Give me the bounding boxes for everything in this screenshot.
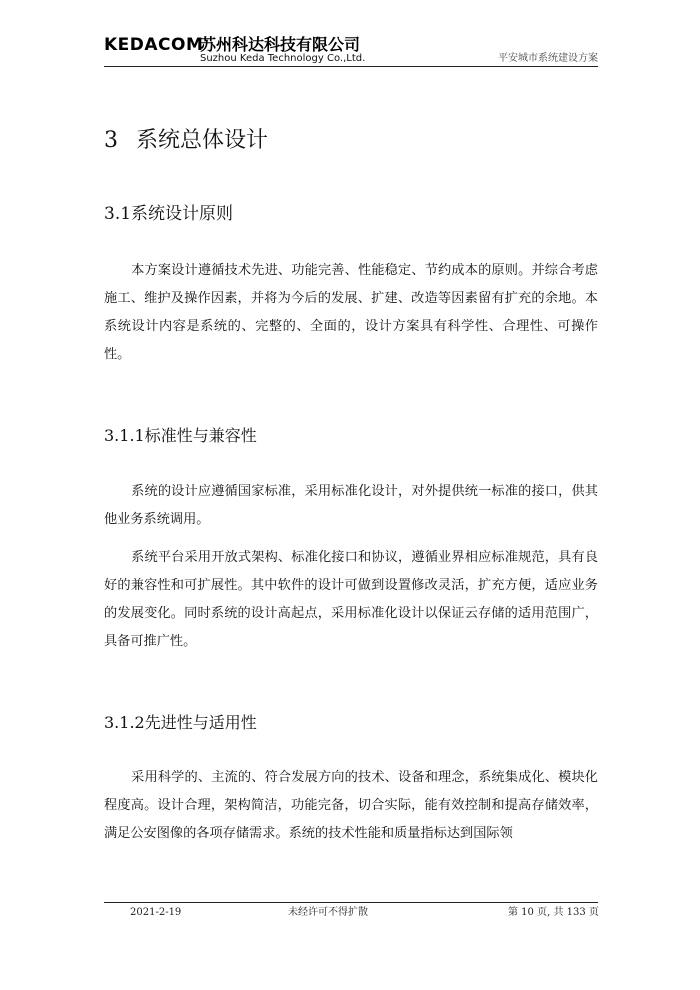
paragraph: 本方案设计遵循技术先进、功能完善、性能稳定、节约成本的原则。并综合考虑施工、维护及操作因素，并将为今后的发展、扩建、改造等因素留有扩充的余地。本系统设计内容是系统的、完整的、全面的，设计方案具有科学性、合理性、可操作性。 bbox=[104, 263, 598, 362]
footer-date: 2021-2-19 bbox=[130, 907, 182, 918]
company-name-cn: 苏州科达科技有限公司 bbox=[200, 35, 361, 54]
subsubsection-number: 3.1.1 bbox=[104, 426, 145, 445]
company-name-en: Suzhou Keda Technology Co.,Ltd. bbox=[200, 53, 366, 64]
subsection-number: 3.1 bbox=[104, 204, 132, 224]
subsection-title: 系统设计原则 bbox=[131, 204, 234, 224]
paragraph: 系统平台采用开放式架构、标准化接口和协议，遵循业界相应标准规范，具有良好的兼容性和可扩展性。其中软件的设计可做到设置修改灵活，扩充方便，适应业务的发展变化。同时系统的设计高起点，采用标准化设计以保证云存储的适用范围广，具备可推广性。 bbox=[104, 550, 598, 649]
subsubsection-title: 先进性与适用性 bbox=[144, 713, 257, 732]
footer-divider bbox=[104, 902, 598, 903]
subsubsection-title: 标准性与兼容性 bbox=[144, 426, 257, 445]
page-number: 第 10 页, 共 133 页 bbox=[508, 907, 599, 918]
paragraph: 采用科学的、主流的、符合发展方向的技术、设备和理念，系统集成化、模块化程度高。设计合理，架构简洁，功能完备，切合实际，能有效控制和提高存储效率，满足公安图像的各项存储需求。系统的技术性能和质量指标达到国际领 bbox=[104, 770, 598, 841]
section-number: 3 bbox=[104, 128, 118, 153]
footer-notice: 未经许可不得扩散 bbox=[288, 907, 368, 918]
page-header bbox=[104, 34, 598, 67]
subsubsection-heading bbox=[104, 425, 257, 447]
section-title: 系统总体设计 bbox=[136, 128, 269, 153]
paragraph: 系统的设计应遵循国家标准，采用标准化设计，对外提供统一标准的接口，供其他业务系统调用。 bbox=[104, 484, 598, 527]
subsubsection-heading bbox=[104, 712, 257, 734]
subsection-heading bbox=[104, 203, 233, 225]
header-divider bbox=[104, 66, 598, 67]
section-heading bbox=[104, 127, 268, 155]
document-title: 平安城市系统建设方案 bbox=[498, 53, 598, 64]
company-logo-text: KEDACOM bbox=[104, 35, 204, 55]
subsubsection-number: 3.1.2 bbox=[104, 713, 145, 732]
